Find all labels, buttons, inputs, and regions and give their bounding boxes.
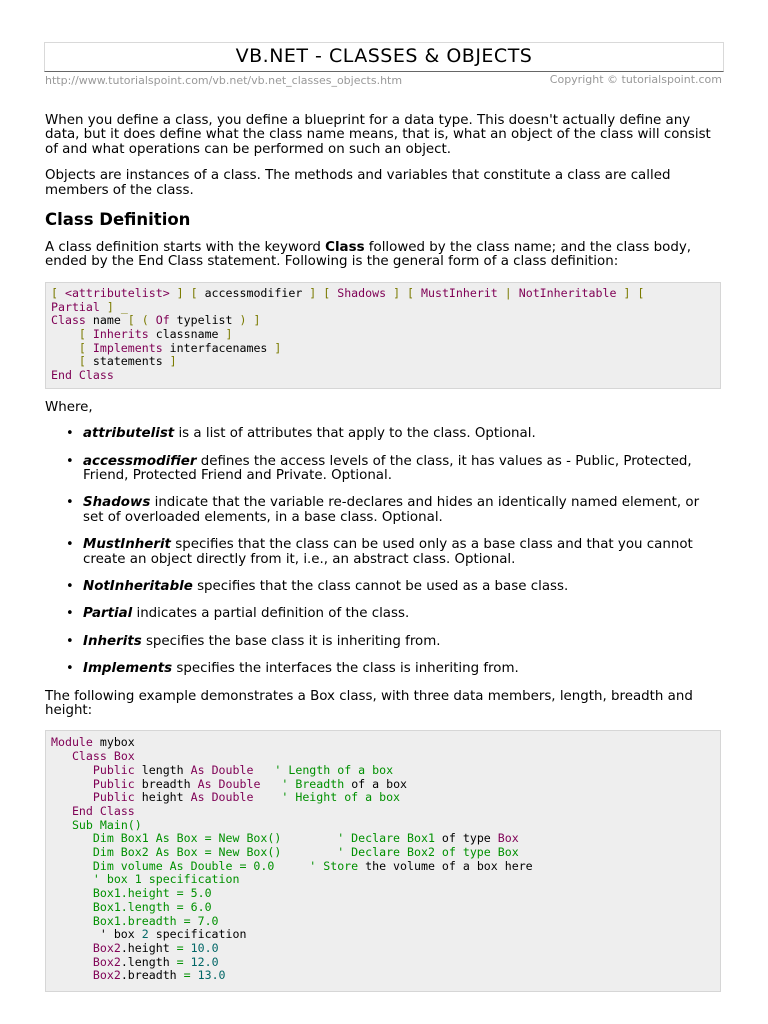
code-token: As Double [197,776,261,791]
code-token: typelist [169,313,240,328]
code-line [51,942,715,956]
code-token [51,790,93,804]
code-token: Class [51,313,86,328]
list-item-term: accessmodifier [83,453,197,469]
list-item [45,635,721,649]
code-token: Public [92,762,135,777]
where-label: Where, [45,399,93,415]
code-line [51,805,715,819]
code-token [51,845,93,859]
code-line [51,736,715,750]
code-token: height [134,790,191,805]
parameter-list [45,427,721,676]
code-token: Dim Box2 As Box = New Box() [92,845,282,860]
code-token: accessmodifier [204,285,303,300]
code-token: MustInherit [421,285,498,300]
list-item [45,427,721,441]
intro-paragraph-2: Objects are instances of a class. The methods and variables that constitute a class are called members of the class. [45,168,671,198]
list-item [45,455,721,484]
list-item [45,580,721,594]
code-token [51,763,93,777]
list-item-text: indicate that the variable re-declares and hides an identically named element, or set of overloaded elements, in a base class. Optional. [83,495,700,525]
code-token: specification [148,927,247,942]
code-line [51,819,715,833]
code-token: ] [ [616,285,645,300]
code-token: ] [225,326,233,341]
bullet-dot-icon: • [66,495,74,511]
code-token: Dim volume As Double = 0.0 [92,858,275,873]
list-item [45,607,721,621]
code-token: Box1.breadth = 7.0 [92,913,219,928]
section-heading-class-definition: Class Definition [45,210,191,230]
code-token: ] [169,354,177,369]
code-token [253,790,281,804]
code-token [51,341,79,355]
code-token [51,777,93,791]
code-token: [ [51,285,65,300]
code-line [51,915,715,929]
intro-paragraph-1: When you define a class, you define a blueprint for a data type. This doesn't actually define any data, but it does define what the class name means, that is, what an object of the class will consist of and what operations can be performed on such an object. [45,113,711,157]
bullet-dot-icon: • [66,633,74,649]
bullet-dot-icon: • [66,579,74,595]
code-token: ' box [51,927,142,942]
code-token: ) ] [239,313,261,328]
example-intro-paragraph: The following example demonstrates a Box class, with three data members, length, breadth and height: [45,688,693,719]
code-token: interfacenames [162,340,275,355]
copyright-notice: Copyright © tutorialspoint.com [549,73,722,86]
code-token: Implements [92,340,163,355]
code-token: name [85,313,128,328]
code-token [281,831,337,845]
code-token [51,914,93,928]
code-token: = [183,968,198,983]
list-item-text: indicates a partial definition of the class. [132,606,410,622]
code-token: Inherits [92,326,149,341]
list-item [45,496,721,525]
code-token: 13.0 [197,968,226,983]
bullet-dot-icon: • [66,537,74,553]
list-item-term: Partial [83,606,133,622]
code-line [51,901,715,915]
code-token: End Class [51,368,114,383]
list-item-text: specifies that the class cannot be used as a base class. [192,579,569,595]
code-token: .height [120,941,177,955]
code-token: ] [ [386,285,421,300]
code-token: ] [274,340,282,355]
code-token: Sub Main() [71,817,142,832]
code-token: ] [ [169,285,205,300]
example-code-block [45,730,721,992]
list-item [45,662,721,676]
code-token: NotInheritable [518,285,617,300]
code-token: Box [497,831,519,846]
code-token: Public [92,790,135,805]
list-item-text: is a list of attributes that apply to the class. Optional. [174,426,536,442]
code-line [51,342,715,356]
code-line [51,764,715,778]
code-token: As Double [190,762,254,777]
code-token: ' Declare Box1 [337,831,435,846]
code-line [51,314,715,328]
code-line [51,355,715,369]
list-item-text: specifies the interfaces the class is inheriting from. [172,661,519,677]
code-line [51,969,715,983]
code-token [51,900,93,914]
code-token: Box1.length = 6.0 [92,899,212,914]
code-token [51,968,93,982]
code-token: 12.0 [190,954,219,969]
code-token: .breadth [120,968,184,983]
code-token: <attributelist> [64,285,170,300]
list-item-term: Shadows [83,495,151,511]
code-line [51,328,715,342]
code-line [51,928,715,942]
code-token: length [134,762,191,777]
code-line [51,956,715,970]
code-token: Dim Box1 As Box = New Box() [92,831,282,846]
list-item-text: defines the access levels of the class, it has values as - Public, Protected, Friend, Protected Friend and Private. Optional. [83,453,692,483]
code-token: Box2 [92,954,121,969]
code-token [51,818,72,832]
code-token [51,749,72,763]
code-token: Box1.height = 5.0 [92,886,212,901]
code-token: .length [120,954,177,969]
code-token: mybox [92,735,135,750]
code-line [51,832,715,846]
bullet-dot-icon: • [66,453,74,469]
code-token: End Class [71,803,135,818]
article-content [45,114,721,1004]
source-url[interactable]: http://www.tutorialspoint.com/vb.net/vb.net_classes_objects.htm [45,74,403,87]
code-token: ' Height of a box [281,790,401,805]
code-token: 10.0 [190,941,219,955]
code-token [51,859,93,873]
code-token: statements [92,354,170,369]
class-definition-paragraph [45,241,721,270]
code-token: ] _ [99,299,128,314]
code-token: of type [434,831,498,846]
code-token: [ [78,340,93,355]
bullet-dot-icon: • [66,606,74,622]
code-token [260,777,281,791]
bullet-dot-icon: • [66,661,74,677]
code-token: classname [148,326,226,341]
code-token: breadth [134,776,198,791]
code-token: [ [78,326,93,341]
list-item-term: MustInherit [83,537,171,553]
code-token: ' Length of a box [274,762,394,777]
code-token [51,804,72,818]
code-token: = [176,941,191,955]
code-token: | [497,285,519,300]
list-item-text: specifies the base class it is inheriting from. [141,633,441,649]
code-line [51,778,715,792]
code-token: ] [ [302,285,338,300]
page-title: VB.NET - CLASSES & OBJECTS [44,42,724,72]
code-token: of a box [344,776,408,791]
code-token: ' Declare Box2 of type Box [337,845,519,860]
code-token [51,886,93,900]
code-token: = [176,954,191,969]
code-token [51,941,93,955]
code-line [51,846,715,860]
code-line [51,369,715,383]
list-item [45,538,721,567]
class-definition-text-after: followed by the class name; and the class body, ended by the End Class statement. Following is the general form of a class definition: [45,240,691,270]
list-item-term: Implements [83,661,173,677]
code-line [51,301,715,315]
code-token [51,872,93,886]
code-token: Box2 [92,968,121,983]
code-token [51,327,79,341]
code-token: ' box 1 specification [92,872,240,887]
code-line [51,860,715,874]
bullet-dot-icon: • [66,426,74,442]
code-token [51,354,79,368]
code-line [51,887,715,901]
code-token [274,859,309,873]
list-item-term: NotInheritable [83,579,193,595]
syntax-code-block [45,282,721,389]
code-token: As Double [190,790,254,805]
code-token: 2 [141,927,149,942]
code-token: Partial [51,299,100,314]
code-line [51,287,715,301]
code-token [51,955,93,969]
code-line [51,873,715,887]
list-item-text: specifies that the class can be used only as a base class and that you cannot create an object directly from it, i.e., an abstract class. Optional. [83,537,693,567]
code-token: Of [155,313,170,328]
code-token: Public [92,776,135,791]
code-token: Class Box [71,749,135,764]
list-item-term: attributelist [83,426,175,442]
code-token: [ [78,354,93,369]
code-token [51,831,93,845]
code-line [51,750,715,764]
code-token: Module [51,735,93,750]
code-token: the volume of a box here [358,858,533,873]
code-token [281,845,337,859]
code-line [51,791,715,805]
code-token: [ ( [127,313,156,328]
code-token: Box2 [92,941,121,955]
code-token [253,763,274,777]
code-token: ' Breadth [281,776,345,791]
code-token: Shadows [337,285,387,300]
list-item-term: Inherits [83,633,142,649]
class-keyword: Class [325,240,365,256]
class-definition-text-before: A class definition starts with the keyword [45,240,326,256]
code-token: ' Store [309,858,359,873]
